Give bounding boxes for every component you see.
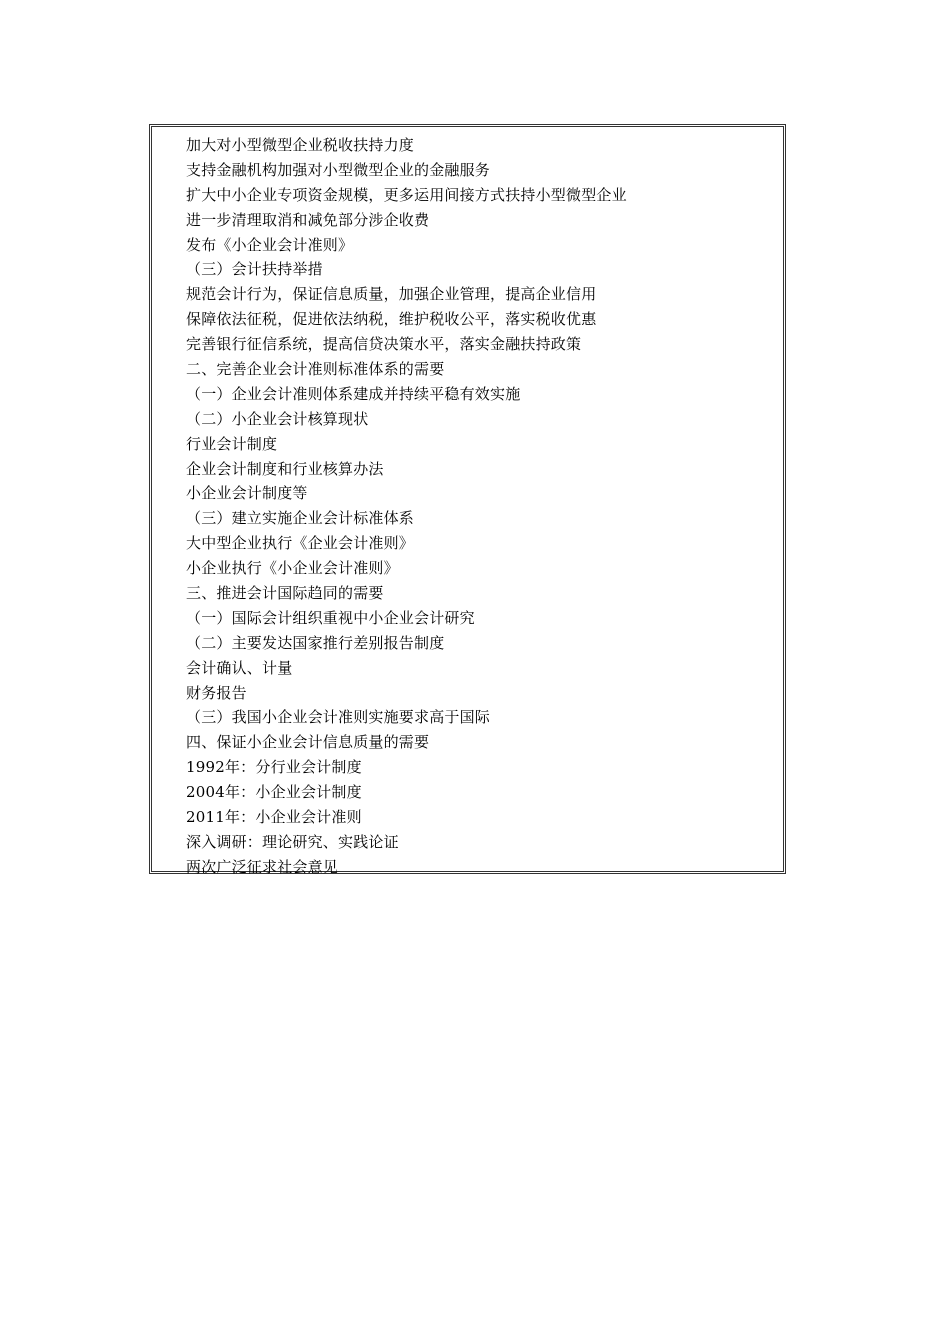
content-box: [149, 124, 786, 874]
section-heading: （二）主要发达国家推行差别报告制度: [186, 633, 445, 652]
text-line: 2011年：小企业会计准则: [186, 808, 362, 827]
text-line: 支持金融机构加强对小型微型企业的金融服务: [186, 160, 491, 179]
text-line: 1992年：分行业会计制度: [186, 758, 362, 777]
text-line: 加大对小型微型企业税收扶持力度: [186, 136, 415, 154]
text-line: 2004年：小企业会计制度: [186, 783, 362, 802]
text-line: 财务报告: [186, 683, 247, 702]
section-heading: 四、保证小企业会计信息质量的需要: [186, 733, 430, 752]
text-line: 完善银行征信系统，提高信贷决策水平，落实金融扶持政策: [186, 335, 582, 354]
text-line: 小企业会计制度等: [186, 484, 308, 503]
section-heading: （一）国际会计组织重视中小企业会计研究: [186, 608, 475, 627]
section-heading: （二）小企业会计核算现状: [186, 409, 369, 428]
section-heading: （三）我国小企业会计准则实施要求高于国际: [186, 708, 491, 727]
section-heading: （一）企业会计准则体系建成并持续平稳有效实施: [186, 384, 521, 403]
text-line: 规范会计行为，保证信息质量，加强企业管理，提高企业信用: [186, 285, 597, 304]
section-heading: （三）会计扶持举措: [186, 260, 323, 279]
text-line: 两次广泛征求社会意见: [186, 857, 339, 876]
text-line: 深入调研：理论研究、实践论证: [186, 832, 399, 851]
text-line: 小企业执行《小企业会计准则》: [186, 559, 399, 578]
section-heading: （三）建立实施企业会计标准体系: [186, 509, 415, 528]
text-line: 进一步清理取消和减免部分涉企收费: [186, 210, 430, 229]
section-heading: 二、完善企业会计准则标准体系的需要: [186, 360, 445, 379]
text-line: 企业会计制度和行业核算办法: [186, 459, 384, 478]
text-line: 保障依法征税，促进依法纳税，维护税收公平，落实税收优惠: [186, 310, 597, 329]
text-line: 会计确认、计量: [186, 658, 293, 677]
text-line: 大中型企业执行《企业会计准则》: [186, 534, 415, 553]
text-line: 发布《小企业会计准则》: [186, 235, 354, 254]
section-heading: 三、推进会计国际趋同的需要: [186, 584, 384, 603]
text-line: 扩大中小企业专项资金规模，更多运用间接方式扶持小型微型企业: [186, 185, 627, 204]
text-line: 行业会计制度: [186, 434, 278, 453]
